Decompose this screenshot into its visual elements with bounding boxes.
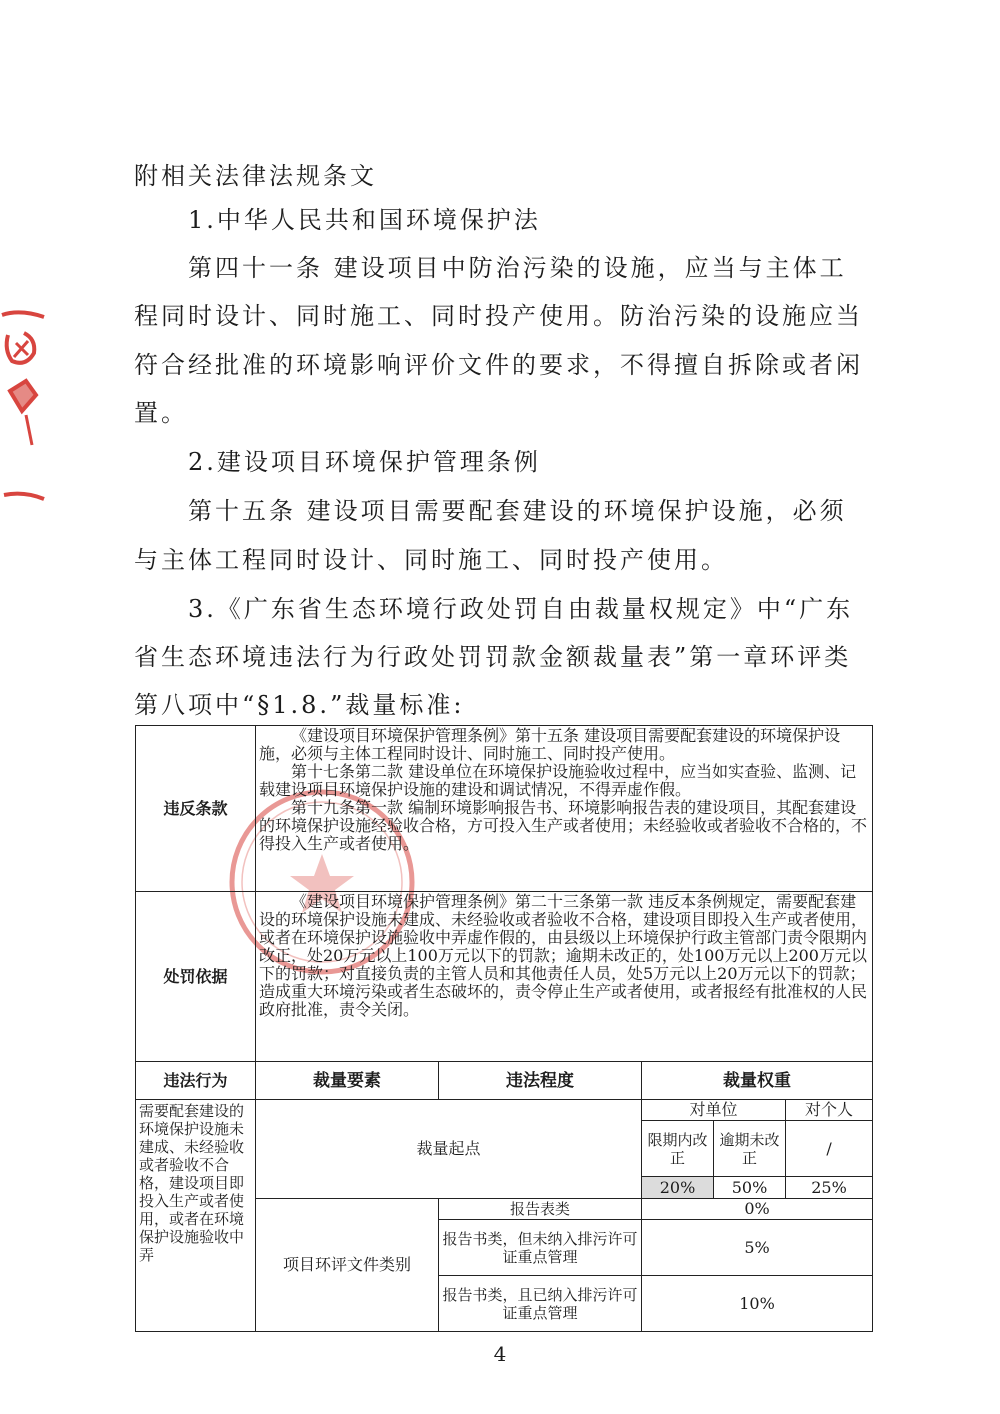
section-title: 附相关法律法规条文 — [134, 162, 377, 190]
degree-row-2: 报告书类，但未纳入排污许可证重点管理 — [439, 1220, 642, 1276]
weight-header: 裁量权重 — [642, 1062, 873, 1100]
law2-title: 2.建设项目环境保护管理条例 — [188, 448, 541, 476]
weight-row-3: 10% — [642, 1276, 873, 1332]
penalty-content — [256, 892, 873, 1062]
degree-header: 违法程度 — [439, 1062, 642, 1100]
penalty-text: 《建设项目环境保护管理条例》第二十三条第一款 违反本条例规定，需要配套建设的环境保护设施未建成、未经验收或者验收不合格，建设项目即投入生产或者使用，或者在环境保护设施验收中弄虚作假的，由县级以上环境保护行政主管部门责令限期内改正，处20万元以上100万元以下的罚款；逾期未改正的，处100万元以上200万元以下的罚款；对直接负责的主管人员和其他责任人员，处5万元以上20万元以下的罚款；造成重大环境污染或者生态破坏的，责令停止生产或者使用，或者报经有批准权的人民政府批准，责令关闭。 — [259, 892, 868, 1019]
weight-row-2: 5% — [642, 1220, 873, 1276]
factor-header: 裁量要素 — [256, 1062, 439, 1100]
law1-line4: 置。 — [134, 399, 188, 427]
discretion-table — [135, 725, 873, 1332]
category-label: 项目环评文件类别 — [256, 1199, 439, 1332]
pct-person: 25% — [786, 1177, 873, 1199]
violation-para-1: 《建设项目环境保护管理条例》第十五条 建设项目需要配套建设的环境保护设施，必须与主体工程同时设计、同时施工、同时投产使用。 — [259, 726, 841, 763]
law3-line1: 3.《广东省生态环境行政处罚自由裁量权规定》中“广东 — [188, 595, 854, 623]
page-number: 4 — [493, 1342, 507, 1366]
to-unit-header: 对单位 — [642, 1100, 786, 1121]
behavior-header: 违法行为 — [136, 1062, 256, 1100]
start-label: 裁量起点 — [256, 1100, 642, 1199]
pct-overdue: 50% — [714, 1177, 786, 1199]
degree-row-3: 报告书类，且已纳入排污许可证重点管理 — [439, 1276, 642, 1332]
degree-row-1: 报告表类 — [439, 1199, 642, 1220]
law1-line2: 程同时设计、同时施工、同时投产使用。防治污染的设施应当 — [134, 302, 863, 330]
within-period-label: 限期内改正 — [642, 1121, 714, 1177]
partial-stamp-left — [0, 295, 50, 525]
law1-line3: 符合经批准的环境影响评价文件的要求，不得擅自拆除或者闲 — [134, 351, 863, 379]
law2-line1: 第十五条 建设项目需要配套建设的环境保护设施，必须 — [188, 497, 847, 525]
law2-line2: 与主体工程同时设计、同时施工、同时投产使用。 — [134, 546, 728, 574]
weight-row-1: 0% — [642, 1199, 873, 1220]
law1-title: 1.中华人民共和国环境保护法 — [188, 206, 541, 234]
person-slash: / — [786, 1121, 873, 1177]
violation-label: 违反条款 — [136, 726, 256, 892]
law1-article: 第四十一条 — [188, 254, 323, 282]
law1-line1: 第四十一条 建设项目中防治污染的设施，应当与主体工 — [188, 254, 847, 282]
overdue-label: 逾期未改正 — [714, 1121, 786, 1177]
law3-line2: 省生态环境违法行为行政处罚罚款金额裁量表”第一章环评类 — [134, 643, 852, 671]
behavior-cell — [136, 1100, 256, 1332]
behavior-text: 需要配套建设的环境保护设施未建成、未经验收或者验收不合格，建设项目即投入生产或者使用，或者在环境保护设施验收中弄 — [139, 1102, 245, 1264]
violation-para-3: 第十九条第一款 编制环境影响报告书、环境影响报告表的建设项目，其配套建设的环境保护设施经验收合格，方可投入生产或者使用；未经验收或者验收不合格的，不得投入生产或者使用。 — [259, 798, 868, 853]
pct-within: 20% — [642, 1177, 714, 1199]
violation-content — [256, 726, 873, 892]
penalty-label: 处罚依据 — [136, 892, 256, 1062]
law3-line3: 第八项中“§1.8.”裁量标准: — [134, 691, 465, 719]
law2-article: 第十五条 — [188, 497, 296, 525]
violation-para-2: 第十七条第二款 建设单位在环境保护设施验收过程中，应当如实查验、监测、记载建设项目环境保护设施的建设和调试情况，不得弄虚作假。 — [259, 762, 857, 799]
to-person-header: 对个人 — [786, 1100, 873, 1121]
